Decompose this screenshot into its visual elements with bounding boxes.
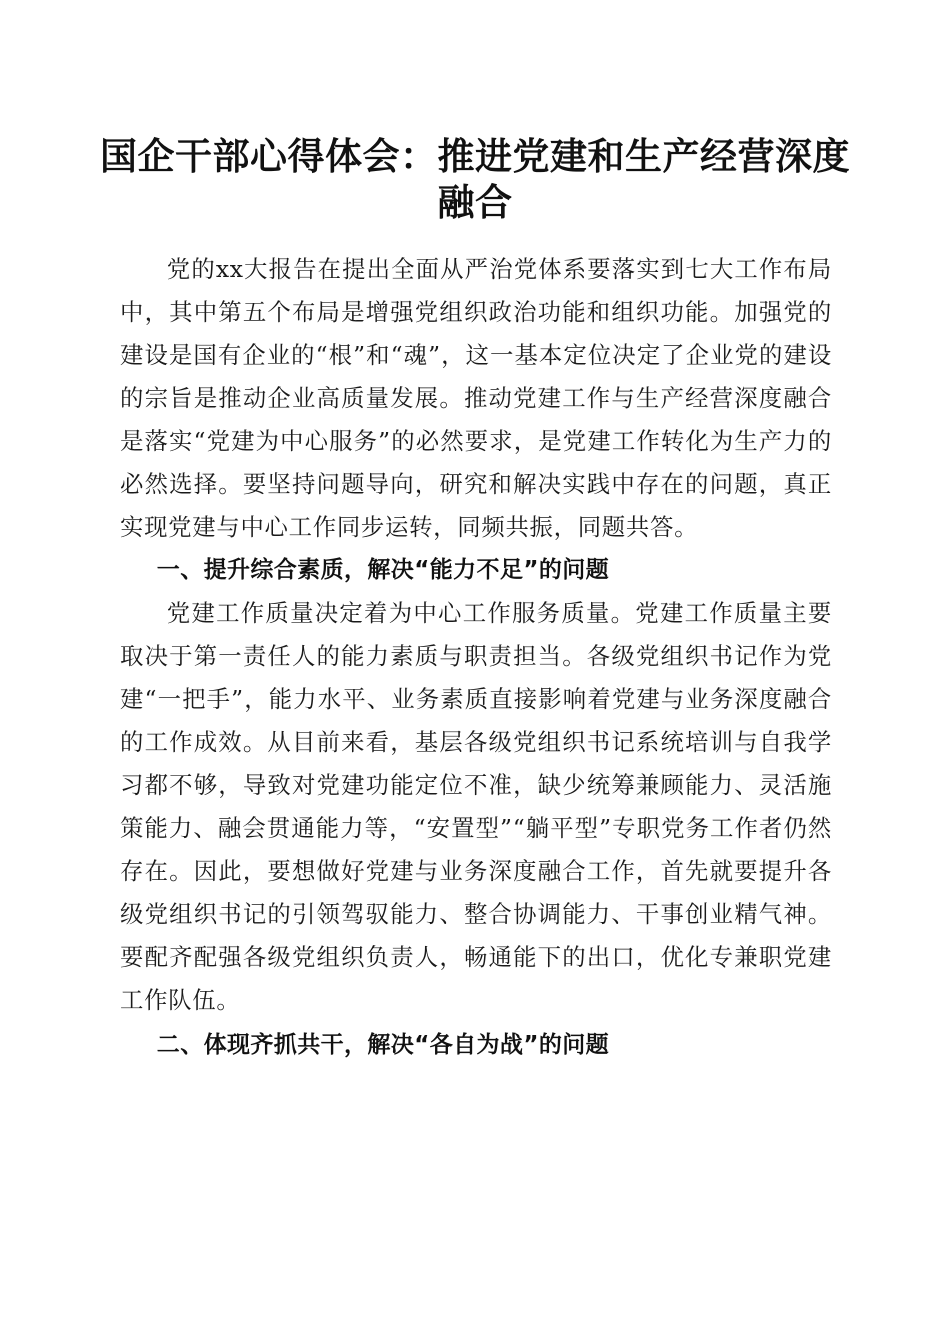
section-1-paragraph: 党建工作质量决定着为中心工作服务质量。党建工作质量主要取决于第一责任人的能力素质与职责担当。各级党组织书记作为党建“一把手”，能力水平、业务素质直接影响着党建与业务深度融合的工作成效。从目前来看，基层各级党组织书记系统培训与自我学习都不够，导致对党建功能定位不准，缺少统筹兼顾能力、灵活施策能力、融会贯通能力等，“安置型”“躺平型”专职党务工作者仍然存在。因此，要想做好党建与业务深度融合工作，首先就要提升各级党组织书记的引领驾驭能力、整合协调能力、干事创业精气神。要配齐配强各级党组织负责人，畅通能下的出口，优化专兼职党建工作队伍。 (120, 599, 832, 1014)
document-title: 国企干部心得体会：推进党建和生产经营深度融合 (100, 134, 850, 224)
document-body (120, 248, 832, 1067)
section-heading-1: 一、提升综合素质，解决“能力不足”的问题 (156, 557, 610, 583)
section-heading-2: 二、体现齐抓共干，解决“各自为战”的问题 (156, 1032, 610, 1058)
intro-paragraph: 党的xx大报告在提出全面从严治党体系要落实到七大工作布局中，其中第五个布局是增强党组织政治功能和组织功能。加强党的建设是国有企业的“根”和“魂”，这一基本定位决定了企业党的建设的宗旨是推动企业高质量发展。推动党建工作与生产经营深度融合是落实“党建为中心服务”的必然要求，是党建工作转化为生产力的必然选择。要坚持问题导向，研究和解决实践中存在的问题，真正实现党建与中心工作同步运转，同频共振，同题共答。 (120, 255, 832, 541)
